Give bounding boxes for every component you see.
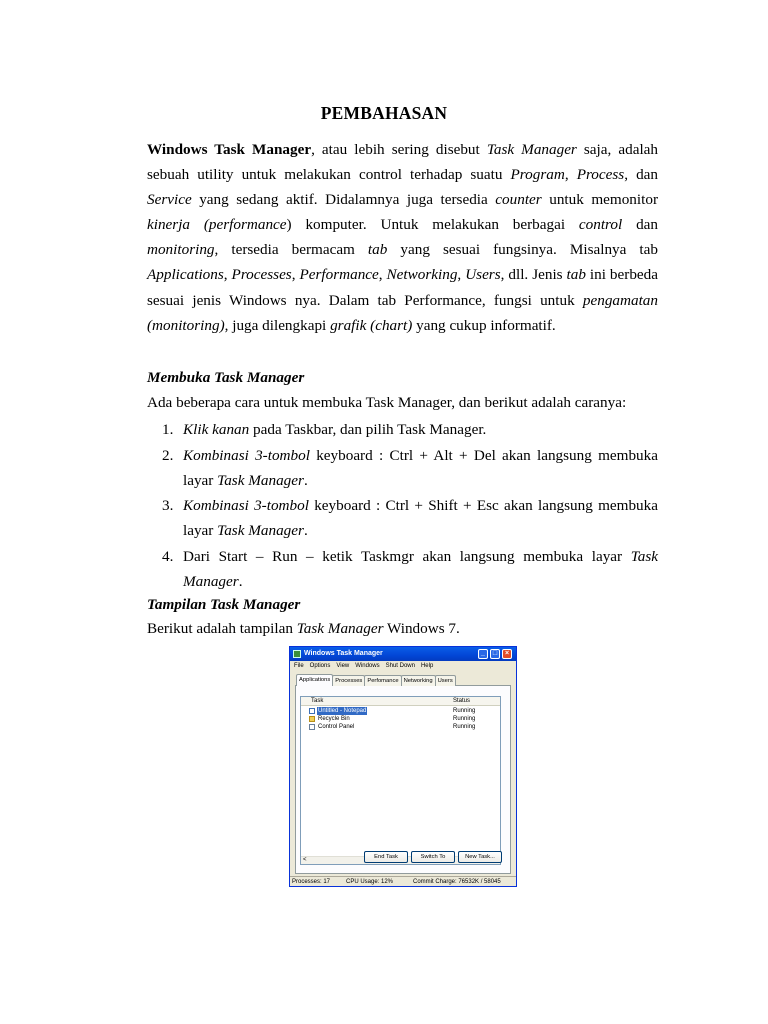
step-text: pada Taskbar, dan pilih Task Manager. <box>249 421 487 438</box>
lead-text: Windows 7. <box>383 620 460 637</box>
steps-list <box>147 417 658 595</box>
task-manager-window <box>289 646 517 887</box>
intro-text: , atau lebih sering disebut <box>311 141 487 158</box>
intro-text: , tersedia bermacam <box>214 241 368 259</box>
task-list[interactable] <box>300 696 501 865</box>
menu-options[interactable]: Options <box>309 663 331 669</box>
step-text: keyboard : Ctrl + Alt + Del akan langsung membuka layar <box>183 446 658 489</box>
intro-term: monitoring <box>147 241 215 259</box>
intro-text: , dan <box>624 166 659 184</box>
intro-text: , <box>378 266 387 284</box>
intro-text: ) komputer. Untuk melakukan berbagai <box>286 216 579 234</box>
intro-term: counter <box>495 191 542 209</box>
section-heading-tampilan: Tampilan Task Manager <box>147 596 301 613</box>
step-emphasis: Task Manager <box>217 471 304 489</box>
folder-icon <box>309 716 315 722</box>
step-emphasis: Task Manager <box>217 522 304 540</box>
column-status[interactable]: Status <box>453 698 471 704</box>
status-commit: Commit Charge: 76532K / 58045 <box>413 879 501 885</box>
list-item <box>147 493 658 543</box>
minimize-button[interactable]: _ <box>478 649 488 659</box>
list-number: 3. <box>162 497 174 515</box>
notepad-icon <box>309 708 315 714</box>
menu-file[interactable]: File <box>294 663 304 669</box>
intro-text: , <box>291 266 300 284</box>
intro-text: , <box>223 266 232 284</box>
step-text: . <box>238 573 243 591</box>
table-row[interactable] <box>301 715 500 723</box>
step-emphasis: Klik kanan <box>183 421 250 438</box>
status-bar <box>290 876 516 887</box>
intro-term: kinerja (performance <box>147 216 287 234</box>
task-name: Untitled - Notepad <box>318 708 367 714</box>
intro-paragraph <box>147 137 658 338</box>
end-task-button[interactable]: End Task <box>364 851 408 863</box>
intro-text: saja, adalah sebuah utility untuk melakukan control terhadap suatu <box>147 141 658 184</box>
section-heading-membuka: Membuka Task Manager <box>147 369 305 386</box>
intro-text: yang cukup informatif. <box>412 316 556 334</box>
section1-lead: Ada beberapa cara untuk membuka Task Manager, dan berikut adalah caranya: <box>147 394 627 411</box>
intro-term: Process <box>576 166 625 184</box>
intro-term: grafik (chart) <box>330 316 413 334</box>
task-status: Running <box>453 716 476 722</box>
intro-text: , juga dilengkapi <box>224 316 331 334</box>
intro-term: pengamatan (monitoring) <box>147 291 658 334</box>
step-emphasis: Task Manager <box>183 547 658 591</box>
step-emphasis: Kombinasi 3-tombol <box>183 497 309 515</box>
menu-help[interactable]: Help <box>420 663 434 669</box>
lead-emphasis: Task Manager <box>296 620 384 637</box>
switch-to-button[interactable]: Switch To <box>411 851 455 863</box>
intro-term: Performance <box>299 266 379 284</box>
step-text: Dari Start – Run – ketik Taskmgr akan langsung membuka layar <box>183 547 631 565</box>
new-task-button[interactable]: New Task... <box>458 851 502 863</box>
intro-text: dan <box>622 216 658 234</box>
intro-text: yang sedang aktif. Didalamnya juga tersedia <box>191 191 496 209</box>
step-emphasis: Kombinasi 3-tombol <box>183 446 310 464</box>
intro-term: Networking <box>386 266 458 284</box>
intro-text: , dll. Jenis <box>500 266 567 284</box>
table-row[interactable] <box>301 707 500 715</box>
intro-term: tab <box>566 266 586 284</box>
list-item <box>147 443 658 493</box>
intro-term: Program <box>510 166 565 184</box>
column-task[interactable]: Task <box>311 698 324 704</box>
window-title: Windows Task Manager <box>304 650 383 657</box>
intro-term: Processes <box>231 266 292 284</box>
page-title: PEMBAHASAN <box>320 103 448 123</box>
title-bar[interactable] <box>290 647 516 661</box>
task-name: Recycle Bin <box>318 716 350 722</box>
intro-term: Users <box>465 266 501 284</box>
intro-bold-term: Windows Task Manager <box>147 141 312 158</box>
menu-view[interactable]: View <box>336 663 350 669</box>
list-item <box>147 544 658 594</box>
task-manager-icon <box>293 650 301 658</box>
menu-bar <box>290 661 516 671</box>
task-name: Control Panel <box>318 724 355 730</box>
table-row[interactable] <box>301 723 500 731</box>
intro-text: , <box>564 166 577 184</box>
maximize-button[interactable]: □ <box>490 649 500 659</box>
close-button[interactable]: × <box>502 649 512 659</box>
tab-processes[interactable]: Processes <box>332 675 365 686</box>
list-number: 2. <box>162 446 174 464</box>
menu-windows[interactable]: Windows <box>355 663 380 669</box>
list-header <box>301 697 500 706</box>
intro-text: untuk memonitor <box>541 191 658 209</box>
intro-term: Applications <box>147 266 224 284</box>
tab-applications[interactable]: Applications <box>296 674 333 686</box>
list-item <box>147 417 658 442</box>
control-panel-icon <box>309 724 315 730</box>
section2-lead <box>147 620 460 638</box>
tab-strip <box>296 675 455 686</box>
step-text: . <box>303 522 308 540</box>
tab-users[interactable]: Users <box>435 675 456 686</box>
tab-performance[interactable]: Perfomance <box>364 675 401 686</box>
tab-networking[interactable]: Networking <box>401 675 436 686</box>
task-status: Running <box>453 708 476 714</box>
list-number: 1. <box>162 421 174 438</box>
intro-term: Task Manager <box>486 141 577 158</box>
status-cpu: CPU Usage: 12% <box>346 879 394 885</box>
menu-shut-down[interactable]: Shut Down <box>385 663 415 669</box>
scroll-left-icon[interactable]: < <box>303 857 307 863</box>
task-status: Running <box>453 724 476 730</box>
status-processes: Processes: 17 <box>292 879 331 885</box>
intro-text: ini berbeda sesuai jenis Windows nya. Dalam tab Performance, fungsi untuk <box>147 266 658 309</box>
intro-term: tab <box>367 241 388 259</box>
step-text: keyboard : Ctrl + Shift + Esc akan langsung membuka layar <box>183 497 658 540</box>
list-number: 4. <box>162 547 174 565</box>
lead-text: Berikut adalah tampilan <box>147 620 297 637</box>
intro-term: control <box>578 216 623 234</box>
intro-term: Service <box>147 191 192 209</box>
step-text: . <box>303 471 308 489</box>
intro-text: , <box>457 266 466 284</box>
intro-text: yang sesuai fungsinya. Misalnya tab <box>387 241 658 259</box>
